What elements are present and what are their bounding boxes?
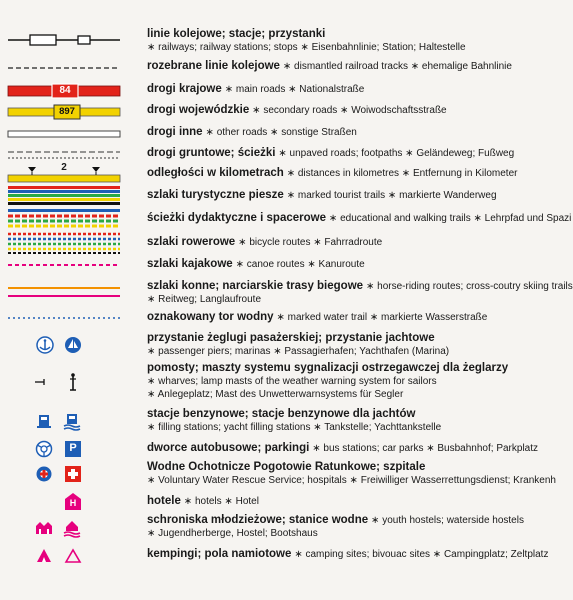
legend-label-pl: Wodne Ochotnicze Pogotowie Ratunkowe; szpitale — [147, 461, 426, 473]
legend-label-pl: ścieżki dydaktyczne i spacerowe — [147, 212, 326, 224]
legend-label-de: Tankstelle; Yachttankstelle — [324, 422, 442, 433]
water-trail-symbol — [8, 315, 120, 321]
parking-label: P — [69, 442, 77, 454]
filling-station-symbols — [8, 412, 120, 430]
legend-label-en: main roads — [235, 84, 286, 95]
legend-label-de: Anlegeplatz; Mast des Unwetterwarnsystems für Segler — [157, 389, 404, 400]
legend-label-en: youth hostels; waterside hostels — [382, 515, 524, 526]
legend-row-distances: 2 odległości w kilometrach ∗ distances in kilometres ∗ Entfernung in Kilometer — [0, 163, 550, 185]
legend-row-water-trail: oznakowany tor wodny ∗ marked water trail ∗ markierte Wasserstraße — [0, 311, 550, 327]
legend-label-pl: stacje benzynowe; stacje benzynowe dla jachtów — [147, 408, 416, 420]
legend-row-camping: kempingi; pola namiotowe ∗ camping sites; bivouac sites ∗ Campingplatz; Zeltplatz — [0, 546, 550, 564]
legend-label-en: marked tourist trails — [297, 190, 386, 201]
bus-station-icon — [37, 442, 52, 457]
road-number-badge: 84 — [59, 85, 71, 96]
legend-label-en: canoe routes — [246, 259, 305, 270]
rescue-hospital-symbols — [8, 465, 120, 483]
legend-label-de: sonstige Straßen — [281, 127, 357, 138]
legend-label-de: Hotel — [235, 496, 259, 507]
legend-row-dismantled-railroad: rozebrane linie kolejowe ∗ dismantled railroad tracks ∗ ehemalige Bahnlinie — [0, 60, 550, 76]
legend-row-piers-marinas: przystanie żeglugi pasażerskiej; przystanie jachtowe ∗ passenger piers; marinas ∗ Passagierhafen; Yachthafen (Marina) — [0, 332, 550, 360]
distance-symbol — [8, 163, 120, 185]
bus-parking-symbols — [8, 440, 120, 458]
legend-label-de: Kanuroute — [318, 259, 365, 270]
legend-label-de: Entfernung in Kilometer — [412, 168, 518, 179]
wharves-symbols — [8, 372, 120, 392]
legend-label-de: Lehrpfad und Spazi — [484, 213, 572, 224]
yacht-fuel-pump-icon — [64, 414, 80, 430]
legend-row-horse-riding-routes: szlaki konne; narciarskie trasy biegowe ∗ horse-riding routes; cross-coutry skiing trails ∗ Reitweg; Langlaufroute — [0, 280, 550, 306]
legend-label-en: horse-riding routes; cross-coutry skiing trails — [377, 281, 573, 292]
bivouac-site-icon — [66, 550, 80, 562]
legend-label-en: hotels — [194, 496, 222, 507]
hotel-symbol — [8, 493, 120, 511]
legend-label-pl: drogi inne — [147, 126, 203, 138]
legend-label-de: markierte Wanderweg — [399, 190, 497, 201]
main-road-symbol — [8, 83, 120, 99]
legend-label-pl: drogi krajowe — [147, 83, 222, 95]
legend-row-wharves-masts: pomosty; maszty systemu sygnalizacji ostrzegawczej dla żeglarzy ∗ wharves; lamp masts of the weather warning system for sailors ∗ Anlegeplatz; Mast des Unwetterwarnsystems für Segler — [0, 362, 550, 402]
legend-label-en: bicycle routes — [249, 237, 311, 248]
waterside-hostel-icon — [64, 521, 80, 537]
legend-label-de: Woiwodschaftsstraße — [351, 105, 447, 116]
legend-label-de: Campingplatz; Zeltplatz — [443, 549, 549, 560]
legend-row-main-roads: 84 drogi krajowe ∗ main roads ∗ Nationalstraße — [0, 83, 550, 99]
legend-label-en: railways; railway stations; stops — [158, 42, 298, 53]
legend-row-bus-parking: P dworce autobusowe; parkingi ∗ bus stations; car parks ∗ Busbahnhof; Parkplatz — [0, 440, 550, 458]
youth-hostel-icon — [36, 522, 52, 534]
legend-label-pl: szlaki rowerowe — [147, 236, 236, 248]
legend-row-unpaved-roads: drogi gruntowe; ścieżki ∗ unpaved roads; footpaths ∗ Geländeweg; Fußweg — [0, 147, 550, 163]
legend-row-other-roads: drogi inne ∗ other roads ∗ sonstige Straßen — [0, 126, 550, 142]
legend-row-secondary-roads: 897 drogi wojewódzkie ∗ secondary roads ∗ Woiwodschaftsstraße — [0, 104, 550, 120]
legend-label-pl: hotele — [147, 495, 181, 507]
legend-label-de: Passagierhafen; Yachthafen (Marina) — [284, 346, 450, 357]
legend-row-educational-trails: ścieżki dydaktyczne i spacerowe ∗ educational and walking trails ∗ Lehrpfad und Spazi — [0, 208, 550, 230]
water-rescue-icon — [37, 467, 52, 482]
legend-label-en: distances in kilometres — [297, 168, 400, 179]
camping-site-icon — [37, 549, 51, 562]
unpaved-road-symbol — [8, 149, 120, 161]
legend-label-pl: szlaki kajakowe — [147, 258, 233, 270]
legend-label-de: Geländeweg; Fußweg — [416, 148, 515, 159]
bicycle-route-symbol — [8, 232, 120, 254]
legend-label-pl: linie kolejowe; stacje; przystanki — [147, 28, 326, 40]
legend-label-pl: rozebrane linie kolejowe — [147, 60, 280, 72]
piers-symbols — [8, 336, 120, 354]
legend-label-pl: kempingi; pola namiotowe — [147, 548, 292, 560]
anchor-icon — [37, 337, 53, 353]
legend-label-en: other roads — [216, 127, 268, 138]
legend-row-filling-stations: stacje benzynowe; stacje benzynowe dla jachtów ∗ filling stations; yacht filling stations ∗ Tankstelle; Yachttankstelle — [0, 408, 550, 436]
tourist-trail-symbol — [8, 186, 120, 206]
canoe-route-symbol — [8, 262, 120, 268]
legend-label-en: filling stations; yacht filling stations — [158, 422, 311, 433]
legend-label-en: educational and walking trails — [340, 213, 471, 224]
legend-label-de: Busbahnhof; Parkplatz — [437, 443, 539, 454]
legend-label-pl: szlaki konne; narciarskie trasy biegowe — [147, 280, 364, 292]
legend-label-en: wharves; lamp masts of the weather warning system for sailors — [158, 376, 437, 387]
legend-label-pl: schroniska młodzieżowe; stanice wodne — [147, 514, 369, 526]
hospital-icon — [65, 466, 81, 482]
horse-riding-route-symbol — [8, 284, 120, 300]
legend-label-de: Fahrradroute — [324, 237, 383, 248]
legend-label-en: dismantled railroad tracks — [294, 61, 408, 72]
legend-label-de: markierte Wasserstraße — [381, 312, 488, 323]
legend-label-en: camping sites; bivouac sites — [305, 549, 431, 560]
hotel-letter: H — [69, 498, 77, 508]
legend-row-railways: linie kolejowe; stacje; przystanki ∗ railways; railway stations; stops ∗ Eisenbahnlinie; Station; Haltestelle — [0, 28, 550, 52]
camping-symbols — [8, 546, 120, 564]
secondary-road-symbol — [8, 104, 120, 120]
legend-row-bicycle-routes: szlaki rowerowe ∗ bicycle routes ∗ Fahrradroute — [0, 232, 550, 254]
legend-label-pl: pomosty; maszty systemu sygnalizacji ostrzegawczej dla żeglarzy — [147, 362, 509, 374]
educational-trail-symbol — [8, 208, 120, 230]
legend-label-en: marked water trail — [287, 312, 368, 323]
legend-label-en: passenger piers; marinas — [158, 346, 271, 357]
legend-label-en: secondary roads — [263, 105, 338, 116]
dismantled-railroad-symbol — [8, 64, 120, 72]
warning-mast-icon — [70, 373, 76, 390]
legend-label-pl: drogi wojewódzkie — [147, 104, 250, 116]
legend-label-de: Reitweg; Langlaufroute — [158, 294, 262, 305]
legend-label-en: Voluntary Water Rescue Service; hospitals — [158, 475, 347, 486]
legend-label-en: unpaved roads; footpaths — [289, 148, 403, 159]
legend-label-de: Jugendherberge, Hostel; Bootshaus — [158, 528, 318, 539]
sailboat-icon — [65, 337, 81, 353]
legend-label-pl: szlaki turystyczne piesze — [147, 189, 284, 201]
road-number-badge: 897 — [59, 106, 75, 117]
legend-row-canoe-routes: szlaki kajakowe ∗ canoe routes ∗ Kanuroute — [0, 258, 550, 274]
legend-label-de: Freiwilliger Wasserrettungsdienst; Krankenh — [360, 475, 556, 486]
legend-label-de: ehemalige Bahnlinie — [421, 61, 512, 72]
railway-symbol — [8, 32, 120, 48]
legend-label-de: Nationalstraße — [299, 84, 365, 95]
legend-label-de: Eisenbahnlinie; Station; Haltestelle — [311, 42, 466, 53]
legend-row-youth-hostels: schroniska młodzieżowe; stanice wodne ∗ youth hostels; waterside hostels ∗ Jugendherberge, Hostel; Bootshaus — [0, 514, 550, 542]
legend-label-pl: dworce autobusowe; parkingi — [147, 442, 310, 454]
other-road-symbol — [8, 130, 120, 138]
legend-row-hotels: H hotele ∗ hotels ∗ Hotel — [0, 493, 550, 511]
distance-label: 2 — [61, 162, 67, 173]
legend-label-pl: przystanie żeglugi pasażerskiej; przystanie jachtowe — [147, 332, 435, 344]
hostel-symbols — [8, 518, 120, 536]
legend-label-pl: odległości w kilometrach — [147, 167, 284, 179]
fuel-pump-icon — [37, 415, 51, 428]
legend-label-en: bus stations; car parks — [323, 443, 424, 454]
legend-label-pl: drogi gruntowe; ścieżki — [147, 147, 276, 159]
legend-row-rescue-hospitals: Wodne Ochotnicze Pogotowie Ratunkowe; szpitale ∗ Voluntary Water Rescue Service; hospitals ∗ Freiwilliger Wasserrettungsdienst; Krankenh — [0, 461, 550, 489]
legend-row-tourist-trails: szlaki turystyczne piesze ∗ marked tourist trails ∗ markierte Wanderweg — [0, 186, 550, 206]
wharf-icon — [35, 379, 44, 385]
legend-label-pl: oznakowany tor wodny — [147, 311, 274, 323]
